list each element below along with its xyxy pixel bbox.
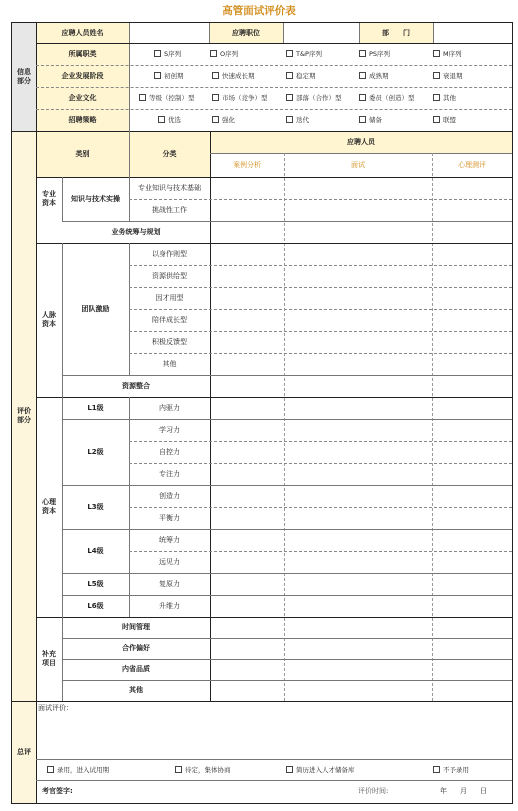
option-culture-other[interactable]: 其他 <box>433 93 456 102</box>
date-month: 月 <box>460 787 467 795</box>
psychological-capital-label: 心理 资本 <box>42 498 56 515</box>
level-l3: L3级 <box>87 502 104 511</box>
extra-time-management: 时间管理 <box>122 623 150 632</box>
checkbox-icon <box>359 50 366 57</box>
case-analysis-header: 案例分析 <box>233 160 261 169</box>
dev-stage-label: 企业发展阶段 <box>61 71 104 80</box>
sub-item-talent-use: 因才用型 <box>155 293 184 302</box>
checkbox-icon <box>286 766 293 773</box>
checkbox-icon <box>212 72 219 79</box>
level-l1: L1级 <box>87 403 104 412</box>
checkbox-icon <box>433 116 440 123</box>
option-pending[interactable]: 待定，集体协商 <box>175 765 231 774</box>
supplementary-label: 补充 项目 <box>42 650 56 667</box>
evaluation-time-label: 评价时间: <box>358 787 389 795</box>
option-select[interactable]: 优选 <box>158 115 181 124</box>
business-planning-label: 业务统筹与规划 <box>111 227 161 236</box>
checkbox-icon <box>359 94 366 101</box>
option-startup[interactable]: 初创期 <box>154 71 184 80</box>
examiner-signature-label: 考官签字: <box>42 787 73 795</box>
sub-item-professional-knowledge: 专业知识与技术基础 <box>138 183 201 192</box>
option-market[interactable]: 市场（竞争）型 <box>212 93 268 102</box>
sub-item-drive: 内驱力 <box>159 403 180 412</box>
checkbox-icon <box>154 72 161 79</box>
sub-category-header: 分类 <box>162 149 177 158</box>
name-label: 应聘人员姓名 <box>61 28 104 37</box>
dept-label: 部 门 <box>382 28 410 37</box>
sub-item-resource-supply: 资源供给型 <box>152 271 187 280</box>
job-class-label: 所属职类 <box>68 49 97 58</box>
level-l2: L2级 <box>87 447 104 456</box>
extra-other: 其他 <box>129 686 143 695</box>
position-field[interactable] <box>283 23 359 43</box>
checkbox-icon <box>286 94 293 101</box>
sub-item-creativity: 创造力 <box>159 491 180 500</box>
option-adhocracy[interactable]: 委员（创造）型 <box>359 93 415 102</box>
sub-item-vision: 远见力 <box>159 557 180 566</box>
info-section-label: 信息 部分 <box>17 68 31 85</box>
option-hire-probation[interactable]: 录用，进入试用期 <box>47 765 109 774</box>
checkbox-icon <box>47 766 54 773</box>
summary-section-label: 总评 <box>17 747 31 756</box>
option-reserve[interactable]: 储备 <box>359 115 382 124</box>
sub-item-coordination: 统筹力 <box>159 535 180 544</box>
name-field[interactable] <box>129 23 209 43</box>
option-hierarchy[interactable]: 等级（控制）型 <box>139 93 195 102</box>
checkbox-icon <box>139 94 146 101</box>
option-s-series[interactable]: S序列 <box>154 49 181 58</box>
checkbox-icon <box>286 72 293 79</box>
sub-item-lead-by-example: 以身作则型 <box>152 249 187 258</box>
checkbox-icon <box>433 766 440 773</box>
network-capital-label: 人脉 资本 <box>42 311 56 328</box>
option-tp-series[interactable]: T&P序列 <box>286 49 322 58</box>
checkbox-icon <box>286 116 293 123</box>
extra-introspection: 内省品质 <box>122 665 150 674</box>
level-l5: L5级 <box>87 579 104 588</box>
level-l4: L4级 <box>87 546 104 555</box>
sub-item-focus: 专注力 <box>159 469 180 478</box>
checkbox-icon <box>158 116 165 123</box>
option-o-series[interactable]: O序列 <box>210 49 238 58</box>
culture-label: 企业文化 <box>68 93 97 102</box>
professional-capital-label: 专业 资本 <box>42 190 56 207</box>
option-decline[interactable]: 衰退期 <box>433 71 463 80</box>
team-motivation-label: 团队激励 <box>81 304 110 313</box>
category-header: 类别 <box>75 149 90 158</box>
sub-item-positive-feedback: 积极反馈型 <box>152 337 187 346</box>
option-strengthen[interactable]: 强化 <box>212 115 235 124</box>
sub-item-human-other: 其他 <box>162 359 177 368</box>
option-stable[interactable]: 稳定期 <box>286 71 316 80</box>
dept-field[interactable] <box>433 23 512 43</box>
level-l6: L6级 <box>87 601 104 610</box>
sub-item-learning: 学习力 <box>159 425 180 434</box>
knowledge-practice-label: 知识与技术实操 <box>71 194 120 203</box>
sub-item-resilience: 复原力 <box>159 579 180 588</box>
option-ps-series[interactable]: PS序列 <box>359 49 390 58</box>
sub-item-companion-growth: 陪伴成长型 <box>152 315 187 324</box>
resource-integration-label: 资源整合 <box>122 381 150 390</box>
checkbox-icon <box>212 116 219 123</box>
option-reject[interactable]: 不予录用 <box>433 765 469 774</box>
checkbox-icon <box>433 50 440 57</box>
option-mature[interactable]: 成熟期 <box>359 71 389 80</box>
psych-test-header: 心理测评 <box>458 160 486 169</box>
checkbox-icon <box>433 72 440 79</box>
sub-item-elevation: 升维力 <box>159 601 180 610</box>
checkbox-icon <box>210 50 217 57</box>
sub-item-balance: 平衡力 <box>159 513 180 522</box>
interview-header: 面试 <box>351 160 365 169</box>
checkbox-icon <box>433 94 440 101</box>
sub-item-challenging-work: 挑战性工作 <box>152 205 187 214</box>
option-m-series[interactable]: M序列 <box>433 49 462 58</box>
checkbox-icon <box>175 766 182 773</box>
option-talent-pool[interactable]: 简历进入人才储备库 <box>286 765 355 774</box>
date-day: 日 <box>480 787 487 795</box>
date-year: 年 <box>440 787 447 795</box>
checkbox-icon <box>212 94 219 101</box>
option-alliance[interactable]: 联盟 <box>433 115 456 124</box>
page-title: 高管面试评价表 <box>222 5 296 17</box>
comment-label: 面试评价： <box>38 704 73 712</box>
position-label: 应聘职位 <box>232 28 260 37</box>
extra-cooperation: 合作偏好 <box>122 644 150 653</box>
checkbox-icon <box>359 116 366 123</box>
option-iterate[interactable]: 迭代 <box>286 115 309 124</box>
candidate-header: 应聘人员 <box>347 137 375 146</box>
checkbox-icon <box>286 50 293 57</box>
sub-item-self-control: 自控力 <box>159 447 180 456</box>
option-clan[interactable]: 部落（合作）型 <box>286 93 342 102</box>
eval-section-label: 评价 部分 <box>17 407 31 424</box>
comment-area[interactable] <box>36 701 512 759</box>
checkbox-icon <box>359 72 366 79</box>
option-rapid-growth[interactable]: 快速成长期 <box>212 71 255 80</box>
checkbox-icon <box>154 50 161 57</box>
strategy-label: 招聘策略 <box>68 115 97 124</box>
evaluation-form <box>11 22 513 804</box>
